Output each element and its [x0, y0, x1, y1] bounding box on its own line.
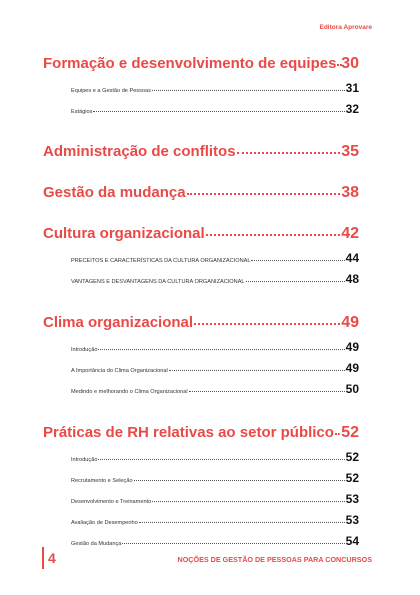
chapter-page: 38: [341, 184, 359, 201]
subentry-page: 31: [345, 81, 359, 95]
chapter-title: Práticas de RH relativas ao setor público: [43, 424, 334, 441]
toc-chapter-entry[interactable]: [43, 55, 359, 77]
subentry-title: Introdução: [71, 347, 98, 353]
chapter-page: 30: [341, 55, 359, 72]
leader-dots: [187, 193, 341, 195]
subentry-title: Introdução: [71, 457, 98, 463]
footer-divider: [42, 547, 44, 569]
subentry-page: 44: [345, 251, 359, 265]
toc-subentry[interactable]: [71, 361, 359, 382]
leader-dots: [134, 480, 345, 481]
subentry-title: PRECEITOS E CARACTERÍSTICAS DA CULTURA ORGANIZACIONAL: [71, 258, 251, 264]
subentry-page: 53: [345, 513, 359, 527]
toc-subentry[interactable]: [71, 492, 359, 513]
leader-dots: [152, 90, 345, 91]
toc-subentry[interactable]: [71, 471, 359, 492]
toc-section: [43, 143, 359, 165]
toc-subentry[interactable]: [71, 513, 359, 534]
leader-dots: [206, 234, 341, 236]
subentry-title: Avaliação de Desempenho: [71, 520, 138, 526]
toc-subentry[interactable]: [71, 340, 359, 361]
leader-dots: [139, 522, 345, 523]
toc-section: [43, 55, 359, 123]
chapter-title: Cultura organizacional: [43, 225, 205, 242]
toc-subentry[interactable]: [71, 534, 359, 555]
subentry-page: 52: [345, 450, 359, 464]
toc-section: [43, 225, 359, 293]
toc-chapter-entry[interactable]: [43, 314, 359, 336]
toc-section: [43, 314, 359, 403]
leader-dots: [251, 260, 344, 261]
toc-subentries: [71, 81, 359, 123]
subentry-title: Equipes e a Gestão de Pessoas: [71, 88, 151, 94]
toc-subentry[interactable]: [71, 81, 359, 102]
leader-dots: [337, 64, 340, 66]
chapter-page: 42: [341, 225, 359, 242]
subentry-title: VANTAGENS E DESVANTAGENS DA CULTURA ORGANIZACIONAL: [71, 279, 245, 285]
chapter-page: 35: [341, 143, 359, 160]
toc-subentry[interactable]: [71, 382, 359, 403]
page-number: 4: [48, 550, 56, 566]
subentry-title: A Importância do Clima Organizacional: [71, 368, 168, 374]
leader-dots: [246, 281, 345, 282]
subentry-title: Desenvolvimento e Treinamento: [71, 499, 152, 505]
subentry-page: 52: [345, 471, 359, 485]
subentry-page: 48: [345, 272, 359, 286]
leader-dots: [189, 391, 345, 392]
subentry-title: Medindo e melhorando o Clima Organizacional: [71, 389, 188, 395]
subentry-page: 50: [345, 382, 359, 396]
leader-dots: [152, 501, 344, 502]
leader-dots: [169, 370, 345, 371]
toc-chapter-entry[interactable]: [43, 225, 359, 247]
subentry-page: 49: [345, 361, 359, 375]
leader-dots: [98, 349, 344, 350]
leader-dots: [237, 152, 341, 154]
toc-subentry[interactable]: [71, 102, 359, 123]
toc-subentry[interactable]: [71, 251, 359, 272]
chapter-title: Clima organizacional: [43, 314, 194, 331]
toc-subentries: [71, 450, 359, 555]
toc-section: [43, 424, 359, 555]
subentry-page: 32: [345, 102, 359, 116]
chapter-page: 52: [341, 424, 359, 441]
chapter-title: Formação e desenvolvimento de equipes: [43, 55, 337, 72]
book-title: NOÇÕES DE GESTÃO DE PESSOAS PARA CONCURSOS: [177, 555, 372, 564]
toc-subentries: [71, 340, 359, 403]
toc-subentry[interactable]: [71, 450, 359, 471]
subentry-page: 54: [345, 534, 359, 548]
chapter-title: Gestão da mudança: [43, 184, 186, 201]
subentry-title: Gestão da Mudança: [71, 541, 122, 547]
subentry-page: 49: [345, 340, 359, 354]
toc-subentries: [71, 251, 359, 293]
leader-dots: [335, 433, 340, 435]
toc-chapter-entry[interactable]: [43, 424, 359, 446]
chapter-title: Administração de conflitos: [43, 143, 236, 160]
leader-dots: [122, 543, 344, 544]
chapter-page: 49: [341, 314, 359, 331]
toc-chapter-entry[interactable]: [43, 184, 359, 206]
table-of-contents: [43, 55, 359, 555]
toc-section: [43, 184, 359, 206]
leader-dots: [194, 323, 340, 325]
toc-chapter-entry[interactable]: [43, 143, 359, 165]
toc-subentry[interactable]: [71, 272, 359, 293]
publisher-brand: Editora Aprovare: [319, 24, 372, 31]
subentry-title: Estágios: [71, 109, 93, 115]
subentry-title: Recrutamento e Seleção: [71, 478, 133, 484]
subentry-page: 53: [345, 492, 359, 506]
leader-dots: [98, 459, 344, 460]
leader-dots: [93, 111, 344, 112]
